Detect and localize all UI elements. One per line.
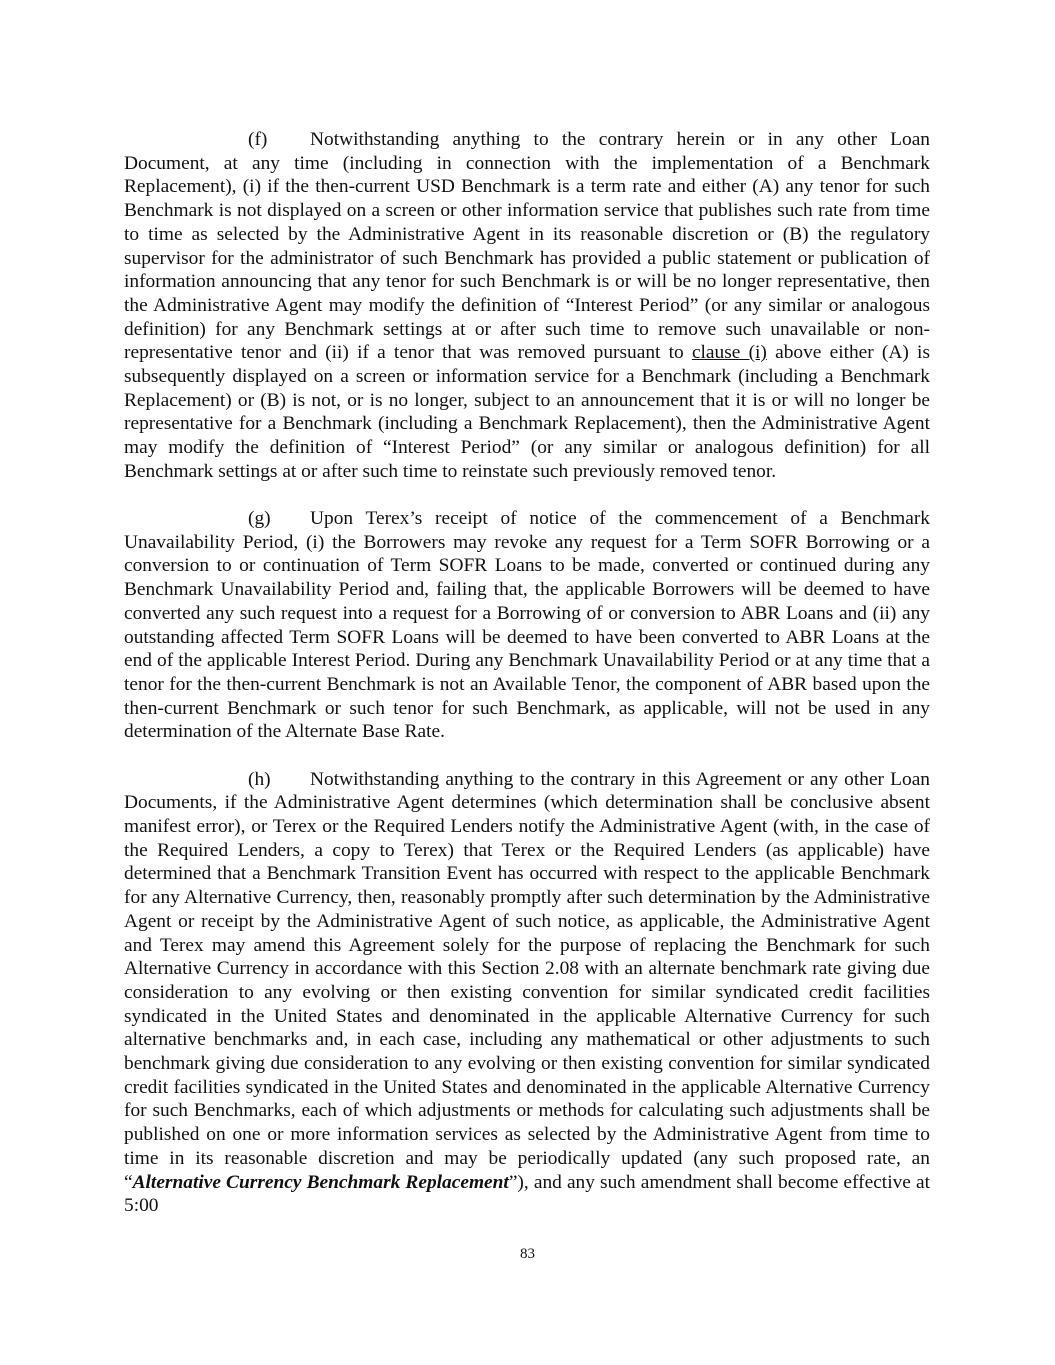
- paragraph-marker-h: (h): [248, 768, 271, 790]
- paragraph-f-text-part-1: Notwithstanding anything to the contrary herein or in any other Loan Document, at any time (including in connection with the implementation of a Benchmark Replacement), (i) if the then-current USD Benchmark is a term rate and either (A) any tenor for such Benchmark is not displayed on a screen or other information service that publishes such rate from time to time as selected by the Administrative Agent in its reasonable discretion or (B) the regulatory supervisor for the administrator of such Benchmark has provided a public statement or publication of information announcing that any tenor for such Benchmark is or will be no longer representative, then the Administrative Agent may modify the definition of “Interest Period” (or any similar or analogous definition) for any Benchmark settings at or after such time to remove such unavailable or non-representative tenor and (ii) if a tenor that was removed pursuant to: [124, 129, 930, 364]
- paragraph-g: [124, 507, 930, 744]
- defined-term-alternative-currency-benchmark-replacement: Alternative Currency Benchmark Replacement: [132, 1171, 509, 1193]
- paragraph-f: [124, 128, 930, 484]
- paragraph-h-text-part-2: ”), and any such amendment shall become effective at 5:00: [124, 1171, 930, 1217]
- paragraph-h: [124, 768, 930, 1218]
- paragraph-h-text-part-1: Notwithstanding anything to the contrary in this Agreement or any other Loan Documents, if the Administrative Agent determines (which determination shall be conclusive absent manifest error), or Terex or the Required Lenders notify the Administrative Agent (with, in the case of the Required Lenders, a copy to Terex) that Terex or the Required Lenders (as applicable) have determined that a Benchmark Transition Event has occurred with respect to the applicable Benchmark for any Alternative Currency, then, reasonably promptly after such determination by the Administrative Agent or receipt by the Administrative Agent of such notice, as applicable, the Administrative Agent and Terex may amend this Agreement solely for the purpose of replacing the Benchmark for such Alternative Currency in accordance with this Section 2.08 with an alternate benchmark rate giving due consideration to any evolving or then existing convention for similar syndicated credit facilities syndicated in the United States and denominated in the applicable Alternative Currency for such alternative benchmarks and, in each case, including any mathematical or other adjustments to such benchmark giving due consideration to any evolving or then existing convention for similar syndicated credit facilities syndicated in the United States and denominated in the applicable Alternative Currency for such Benchmarks, each of which adjustments or methods for calculating such adjustments shall be published on one or more information services as selected by the Administrative Agent from time to time in its reasonable discretion and may be periodically updated (any such proposed rate, an “: [124, 768, 930, 1193]
- clause-i-reference: clause (i): [691, 342, 767, 364]
- paragraph-marker-g: (g): [248, 508, 271, 530]
- paragraph-f-text-part-2: above either (A) is subsequently displayed on a screen or information service for a Benchmark (including a Benchmark Replacement) or (B) is not, or is no longer, subject to an announcement that it is or will no longer be representative for a Benchmark (including a Benchmark Replacement), then the Administrative Agent may modify the definition of “Interest Period” (or any similar or analogous definition) for all Benchmark settings at or after such time to reinstate such previously removed tenor.: [124, 342, 930, 482]
- paragraph-g-text: Upon Terex’s receipt of notice of the commencement of a Benchmark Unavailability Period, (i) the Borrowers may revoke any request for a Term SOFR Borrowing or a conversion to or continuation of Term SOFR Loans to be made, converted or continued during any Benchmark Unavailability Period and, failing that, the applicable Borrowers will be deemed to have converted any such request into a request for a Borrowing of or conversion to ABR Loans and (ii) any outstanding affected Term SOFR Loans will be deemed to have been converted to ABR Loans at the end of the applicable Interest Period. During any Benchmark Unavailability Period or at any time that a tenor for the then-current Benchmark is not an Available Tenor, the component of ABR based upon the then-current Benchmark or such tenor for such Benchmark, as applicable, will not be used in any determination of the Alternate Base Rate.: [124, 508, 930, 743]
- paragraph-marker-f: (f): [248, 129, 268, 150]
- document-page: [124, 128, 930, 1218]
- page-number: 83: [520, 1246, 535, 1262]
